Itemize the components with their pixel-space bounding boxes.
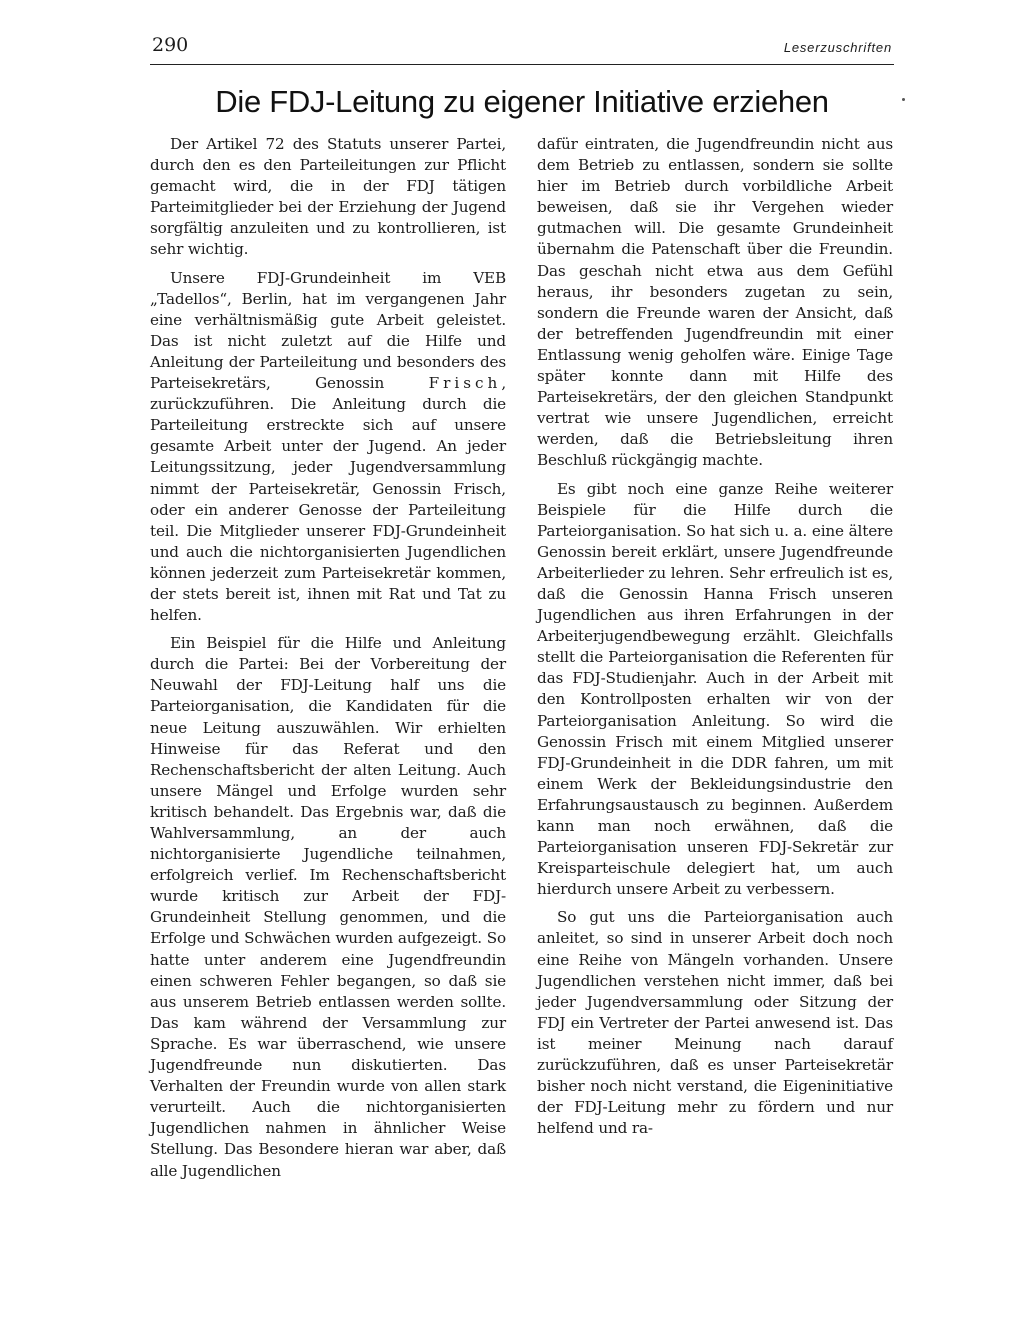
paragraph-2-text-a: Unsere FDJ-Grundeinheit im VEB „Tadellos“, Berlin, hat im vergangenen Jahr eine verhältnismäßig gute Arbeit geleistet. Das ist nicht zuletzt auf die Hilfe und Anleitung der Parteileitung und besonders des Parteisekretärs, Genossin (150, 268, 506, 393)
paragraph-2 (150, 268, 506, 627)
section-label: Leserzuschriften (783, 40, 892, 55)
running-header (150, 34, 894, 65)
page-number: 290 (152, 34, 189, 56)
paragraph-3: Ein Beispiel für die Hilfe und Anleitung durch die Partei: Bei der Vorbereitung der Neuwahl der FDJ-Leitung half uns die Parteiorganisation, die Kandidaten für die neue Leitung auszuwählen. Wir erhielten Hinweise für das Referat und den Rechenschaftsbericht der alten Leitung. Auch unsere Mängel und Erfolge wurden sehr kritisch behandelt. Das Ergebnis war, daß die Wahlversammlung, an der auch nichtorganisierte Jugendliche teilnahmen, erfolgreich verlief. Im Rechenschaftsbericht wurde kritisch zur Arbeit der FDJ-Grundeinheit Stellung genommen, und die Erfolge und Schwächen wurden aufgezeigt. So hatte unter anderem eine Jugendfreundin einen schweren Fehler begangen, so daß sie aus unserem Betrieb entlassen werden sollte. Das kam während der Versammlung zur Sprache. Es war überraschend, wie unsere Jugendfreunde nun diskutierten. Das Verhalten der Freundin wurde von allen stark verurteilt. Auch die nichtorganisierten Jugendlichen nahmen in ähnlicher Weise Stellung. Das Besondere hieran war aber, daß alle Jugendlichen (150, 634, 506, 1180)
spaced-name: Frisch (428, 374, 502, 393)
print-speck (902, 98, 905, 101)
paragraph-5: So gut uns die Parteiorganisation auch anleitet, so sind in unserer Arbeit doch noch eine Reihe von Mängeln vorhanden. Unsere Jugendlichen verstehen nicht immer, daß bei jeder Jugendversammlung oder Sitzung der FDJ ein Vertreter der Partei anwesend ist. Das ist meiner Meinung nach darauf zurückzuführen, daß es unser Parteisekretär bisher noch nicht verstand, die Eigeninitiative der FDJ-Leitung mehr zu fördern und nur helfend und ra- (537, 908, 893, 1138)
paragraph-2-text-b: , zurückzuführen. Die Anleitung durch die Parteileitung erstreckte sich auf unsere gesamte Arbeit unter der Jugend. An jeder Leitungssitzung, jeder Jugendversammlung nimmt der Parteisekretär, Genossin Frisch, oder ein anderer Genosse der Parteileitung teil. Die Mitglieder unserer FDJ-Grundeinheit und auch die nichtorganisierten Jugendlichen können jederzeit zum Parteisekretär kommen, der stets bereit ist, ihnen mit Rat und Tat zu helfen. (150, 374, 506, 625)
article-title: Die FDJ-Leitung zu eigener Initiative erziehen (215, 84, 829, 119)
paragraph-4: Es gibt noch eine ganze Reihe weiterer Beispiele für die Hilfe durch die Parteiorganisation. So hat sich u. a. eine ältere Genossin bereit erklärt, unsere Jugendfreunde Arbeiterlieder zu lehren. Sehr erfreulich ist es, daß die Genossin Hanna Frisch unseren Jugendlichen aus ihren Erfahrungen in der Arbeiterjugendbewegung erzählt. Gleichfalls stellt die Parteiorganisation die Referenten für das FDJ-Studienjahr. Auch in der Arbeit mit den Kontrollposten erhalten wir von der Parteiorganisation Anleitung. So wird die Genossin Frisch mit einem Mitglied unserer FDJ-Grundeinheit in die DDR fahren, um mit einem Werk der Bekleidungsindustrie den Erfahrungsaustausch zu beginnen. Außerdem kann man noch erwähnen, daß die Parteiorganisation unseren FDJ-Sekretär zur Kreisparteischule delegiert hat, um auch hierdurch unsere Arbeit zu verbessern. (537, 479, 893, 899)
paragraph-1: Der Artikel 72 des Statuts unserer Partei, durch den es den Parteileitungen zur Pflicht gemacht wird, die in der FDJ tätigen Parteimitglieder bei der Erziehung der Jugend sorgfältig anzuleiten und zu kontrollieren, ist sehr wichtig. (150, 135, 506, 259)
left-column (150, 134, 506, 1182)
right-column (537, 134, 893, 1139)
paragraph-3-continued: dafür eintraten, die Jugendfreundin nicht aus dem Betrieb zu entlassen, sondern sie sollte hier im Betrieb durch vorbildliche Arbeit beweisen, daß sie ihr Vergehen wieder gutmachen will. Die gesamte Grundeinheit übernahm die Patenschaft über die Freundin. Das geschah nicht etwa aus dem Gefühl heraus, ihr besonders zugetan zu sein, sondern die Freunde waren der Ansicht, daß der betreffenden Jugendfreundin mit einer Entlassung wenig geholfen wäre. Einige Tage später konnte dann mit Hilfe des Parteisekretärs, der den gleichen Standpunkt vertrat wie unsere Jugendlichen, erreicht werden, daß die Betriebsleitung ihren Beschluß rückgängig machte. (537, 135, 893, 470)
